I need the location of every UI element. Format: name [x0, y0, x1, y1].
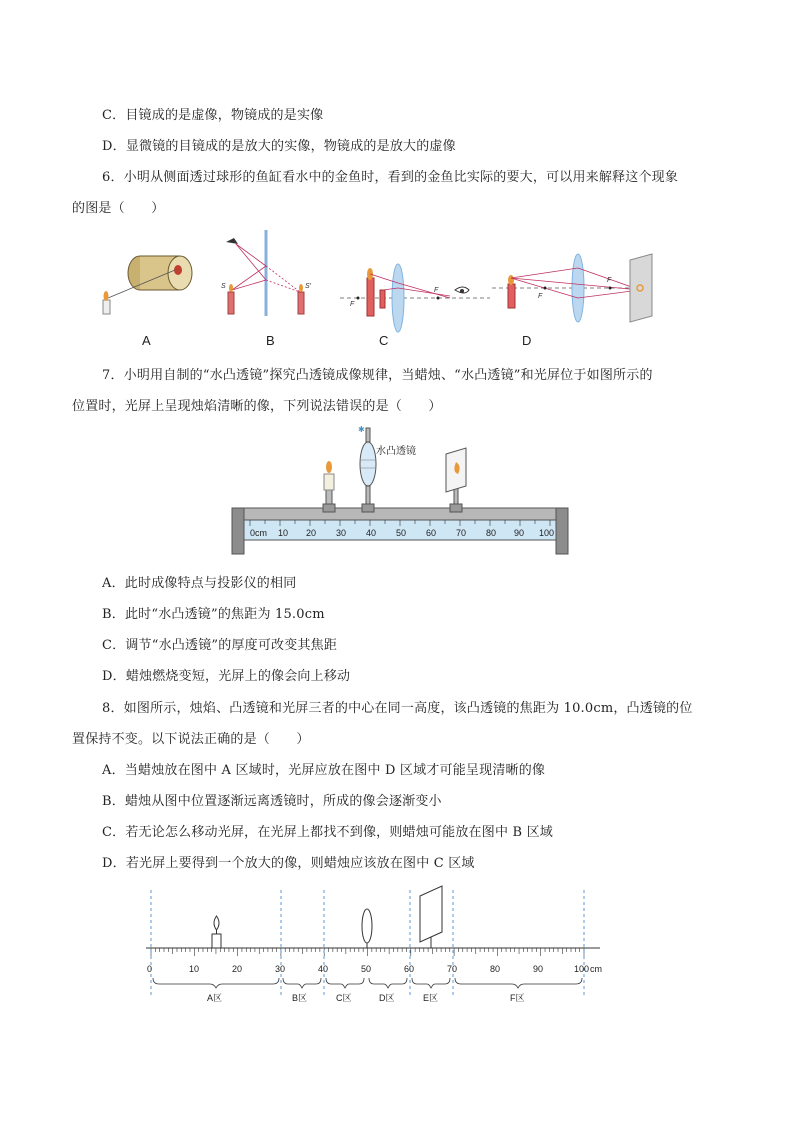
q8-stem-line-1: 8．如图所示，烛焰、凸透镜和光屏三者的中心在同一高度，该凸透镜的焦距为 10.0cm，凸透镜的位 [102, 701, 693, 716]
q6-figure-c-f-right: F [434, 287, 439, 294]
q6-figure-b [221, 230, 312, 316]
q7-scale-20: 20 [306, 528, 317, 538]
q8-ruler-figure [0, 880, 794, 1010]
q8-option-a: A．当蜡烛放在图中 A 区域时，光屏应放在图中 D 区域才可能呈现清晰的像 [102, 763, 546, 778]
q6-figure-c-f-left: F [350, 301, 355, 308]
svg-text:✱: ✱ [358, 425, 365, 434]
q6-caption-b: B [266, 333, 275, 348]
q7-option-c: C．调节“水凸透镜”的厚度可改变其焦距 [102, 638, 338, 653]
q6-caption-d: D [522, 333, 532, 348]
q7-option-a: A．此时成像特点与投影仪的相同 [102, 576, 297, 591]
q7-scale-60: 60 [426, 528, 437, 538]
q8-ruler-50: 50 [361, 964, 372, 974]
q7-scale-50: 50 [396, 528, 407, 538]
q7-stem-line-2: 位置时，光屏上呈现烛焰清晰的像，下列说法错误的是（ ） [72, 399, 442, 414]
q6-figure-c [340, 264, 490, 332]
q7-water-lens [358, 425, 376, 512]
q7-lens-label: 水凸透镜 [376, 446, 416, 457]
q6-figure-d [492, 254, 652, 322]
q8-option-d: D．若光屏上要得到一个放大的像，则蜡烛应该放在图中 C 区域 [102, 856, 475, 871]
q8-lens [362, 909, 372, 948]
q8-zone-d: D区 [379, 993, 395, 1003]
q8-ruler-0: 0 [147, 964, 153, 974]
q6-figure-b-s-label: S [221, 283, 226, 290]
q6-caption-c: C [379, 333, 389, 348]
q6-caption-a: A [142, 333, 151, 348]
q7-scale-30: 30 [336, 528, 347, 538]
q8-ruler-80: 80 [490, 964, 501, 974]
q8-ruler-100: 100 [574, 964, 590, 974]
q6-stem-line-1: 6．小明从侧面透过球形的鱼缸看水中的金鱼时，看到的金鱼比实际的要大，可以用来解释这个现象 [102, 170, 679, 185]
q8-zone-b: B区 [292, 993, 308, 1003]
q7-option-d: D．蜡烛燃烧变短，光屏上的像会向上移动 [102, 669, 351, 684]
q8-ruler-60: 60 [404, 964, 415, 974]
q7-candle [323, 461, 335, 512]
q7-scale-100: 100 [539, 528, 555, 538]
q5-option-d: D．显微镜的目镜成的是放大的实像，物镜成的是放大的虚像 [102, 139, 456, 154]
q7-stem-line-1: 7．小明用自制的“水凸透镜”探究凸透镜成像规律，当蜡烛、“水凸透镜”和光屏位于如图所示的 [102, 368, 653, 383]
q8-stem-line-2: 置保持不变。以下说法正确的是（ ） [72, 732, 310, 747]
q6-figures [0, 228, 794, 338]
q7-scale-70: 70 [456, 528, 467, 538]
q6-stem-line-2: 的图是（ ） [72, 201, 165, 216]
q8-zone-a: A区 [207, 993, 223, 1003]
q8-ruler-70: 70 [447, 964, 458, 974]
q7-scale-80: 80 [486, 528, 497, 538]
q7-scale-0: 0cm [250, 528, 268, 538]
q8-ruler-unit: cm [590, 964, 602, 974]
q7-scale-40: 40 [366, 528, 377, 538]
q8-ruler-ticks [151, 948, 584, 956]
q7-screen [446, 448, 466, 512]
q8-ruler-10: 10 [189, 964, 200, 974]
q8-zone-f: F区 [510, 993, 525, 1003]
q7-scale-90: 90 [514, 528, 525, 538]
q8-ruler-20: 20 [232, 964, 243, 974]
q8-ruler-30: 30 [275, 964, 286, 974]
q6-figure-b-s2-label: S′ [305, 283, 311, 290]
q6-figure-d-f-right: F [607, 277, 612, 284]
q8-candle [212, 916, 221, 948]
q8-option-c: C．若无论怎么移动光屏，在光屏上都找不到像，则蜡烛可能放在图中 B 区域 [102, 825, 553, 840]
q7-option-b: B．此时“水凸透镜”的焦距为 15.0cm [102, 607, 325, 622]
q6-figure-d-f-left: F [538, 293, 543, 300]
q5-option-c: C．目镜成的是虚像，物镜成的是实像 [102, 108, 324, 123]
q8-ruler-90: 90 [533, 964, 544, 974]
q6-figure-a [103, 256, 192, 314]
q8-zone-c: C区 [336, 993, 352, 1003]
q8-zone-e: E区 [423, 993, 439, 1003]
q8-zone-brackets [153, 978, 582, 988]
q7-scale-10: 10 [278, 528, 289, 538]
q8-ruler-40: 40 [318, 964, 329, 974]
q8-option-b: B．蜡烛从图中位置逐渐远离透镜时，所成的像会逐渐变小 [102, 794, 442, 809]
q7-optical-bench [0, 420, 794, 560]
q8-screen [420, 886, 442, 948]
